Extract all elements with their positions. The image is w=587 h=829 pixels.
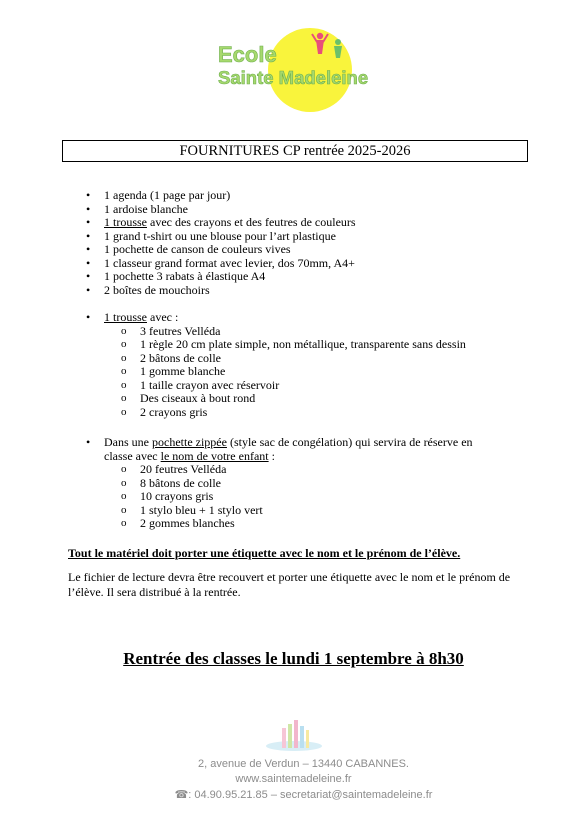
label-notice: Tout le matériel doit porter une étiquette avec le nom et le prénom de l’élève. [68, 546, 461, 560]
list-item: • 1 classeur grand format avec levier, dos 70mm, A4+ [86, 255, 355, 270]
sub-bullet-icon: o [121, 378, 127, 391]
list-item: • 1 trousse avec des crayons et des feutres de couleurs [86, 215, 356, 229]
sub-bullet-icon: o [121, 365, 127, 377]
footer-website: www.saintemadeleine.fr [235, 773, 352, 785]
sub-bullet-icon: o [121, 338, 127, 350]
sub-list-item: o 2 bâtons de colle [121, 350, 221, 365]
sub-list-item: o 2 crayons gris [121, 404, 208, 419]
bullet-icon: • [86, 188, 91, 202]
logo-line2: Sainte Madeleine [218, 67, 369, 88]
section-heading-line2: classe avec le nom de votre enfant : [104, 448, 275, 463]
sub-bullet-icon: o [121, 405, 127, 418]
bullet-icon: • [86, 435, 91, 449]
document-title: FOURNITURES CP rentrée 2025-2026 [62, 140, 528, 162]
sub-bullet-icon: o [121, 351, 127, 364]
section-heading: • Dans une pochette zippée (style sac de congélation) qui servira de réserve en [86, 435, 473, 449]
sub-bullet-icon: o [121, 392, 127, 404]
sub-list-item: o 1 règle 20 cm plate simple, non métallique, transparente sans dessin [121, 337, 466, 351]
pencils-logo-icon [264, 716, 324, 754]
sub-bullet-icon: o [121, 324, 127, 337]
sub-list-item: o 10 crayons gris [121, 489, 214, 503]
trousse-reference: 1 trousse [104, 215, 147, 229]
bullet-icon: • [86, 255, 91, 270]
sub-list-item: o 2 gommes blanches [121, 516, 235, 530]
list-item: • 1 pochette 3 rabats à élastique A4 [86, 269, 266, 283]
reading-book-paragraph: Le fichier de lecture devra être recouvert et porter une étiquette avec le nom et le prénom de l’élève. Il sera distribué à la rentrée. [68, 570, 511, 599]
bullet-icon: • [86, 310, 91, 324]
sub-bullet-icon: o [121, 463, 127, 475]
bullet-icon: • [86, 201, 91, 216]
footer-address: 2, avenue de Verdun – 13440 CABANNES. [198, 758, 409, 770]
sub-bullet-icon: o [121, 490, 127, 502]
bullet-icon: • [86, 269, 91, 283]
pochette-section [0, 436, 587, 531]
sub-bullet-icon: o [121, 476, 127, 489]
sub-list-item: o 8 bâtons de colle [121, 475, 221, 490]
bullet-icon: • [86, 228, 91, 243]
list-item: • 1 pochette de canson de couleurs vives [86, 242, 291, 256]
list-item: • 1 agenda (1 page par jour) [86, 188, 231, 202]
school-logo [212, 28, 380, 114]
sub-list-item: o Des ciseaux à bout rond [121, 391, 256, 405]
school-start-date: Rentrée des classes le lundi 1 septembre à 8h30 [123, 649, 464, 668]
list-item: • 1 ardoise blanche [86, 201, 188, 216]
phone-icon: ☎ [174, 789, 189, 801]
trousse-section [0, 311, 587, 419]
footer-contact: ☎: 04.90.95.21.85 – secretariat@saintemadeleine.fr [174, 789, 433, 801]
sub-list-item: o 20 feutres Velléda [121, 462, 227, 476]
sub-list-item: o 1 stylo bleu + 1 stylo vert [121, 502, 263, 517]
list-item: • 1 grand t-shirt ou une blouse pour l’art plastique [86, 228, 336, 243]
sub-bullet-icon: o [121, 503, 127, 516]
sub-bullet-icon: o [121, 517, 127, 529]
sub-list-item: o 1 gomme blanche [121, 364, 226, 378]
sub-list-item: o 3 feutres Velléda [121, 323, 221, 338]
bullet-icon: • [86, 242, 91, 256]
sub-list-item: o 1 taille crayon avec réservoir [121, 377, 280, 392]
section-heading: • 1 trousse avec : [86, 310, 179, 324]
logo-line1: Ecole [218, 42, 277, 67]
supplies-list [0, 189, 587, 297]
list-item: • 2 boîtes de mouchoirs [86, 282, 210, 297]
bullet-icon: • [86, 282, 91, 297]
bullet-icon: • [86, 215, 91, 229]
